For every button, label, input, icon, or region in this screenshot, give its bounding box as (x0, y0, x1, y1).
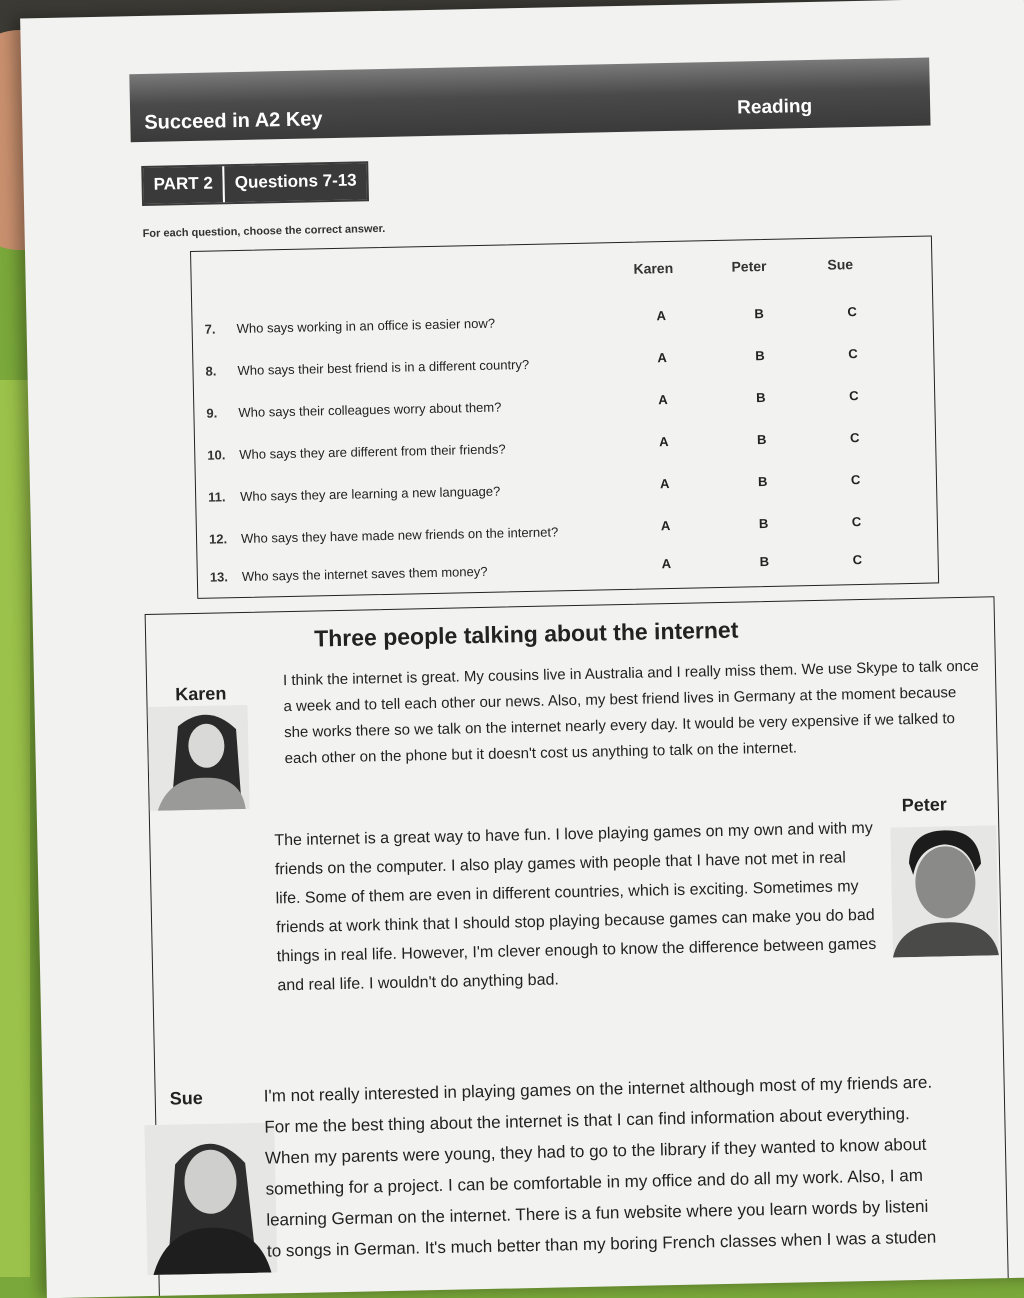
option-b[interactable]: B (754, 306, 764, 322)
question-text: Who says their best friend is in a different country? (237, 356, 530, 379)
column-header-sue: Sue (827, 256, 854, 273)
option-b[interactable]: B (758, 515, 769, 532)
sue-name: Sue (169, 1087, 203, 1109)
option-a[interactable]: A (658, 434, 669, 450)
option-a[interactable]: A (657, 350, 667, 366)
sue-text-line: something for a project. I can be comfortable in my office and do all my work. Also, I am (265, 1165, 924, 1199)
sue-text-line: When my parents were young, they had to go to the library if they wanted to know about (264, 1134, 927, 1168)
question-text: Who says they are learning a new language? (240, 483, 501, 505)
peter-photo (890, 825, 999, 957)
question-number: 12. (208, 531, 228, 547)
sue-text (263, 1064, 1024, 1267)
question-number: 11. (208, 489, 226, 505)
option-c[interactable]: C (851, 514, 862, 530)
option-c[interactable]: C (852, 552, 863, 568)
option-a[interactable]: A (656, 308, 667, 324)
question-number: 10. (207, 447, 226, 463)
question-table (190, 235, 939, 598)
part-heading (141, 161, 369, 206)
option-a[interactable]: A (661, 556, 672, 572)
question-range: Questions 7-13 (222, 163, 367, 202)
peter-name: Peter (901, 794, 948, 816)
option-c[interactable]: C (848, 346, 858, 362)
option-b[interactable]: B (757, 473, 768, 490)
reading-text-box (145, 596, 1010, 1298)
option-c[interactable]: C (849, 430, 860, 446)
sue-text-line: For me the best thing about the internet is that I can find information about everything. (264, 1104, 910, 1137)
worksheet-page (20, 0, 1024, 1298)
option-a[interactable]: A (660, 518, 671, 534)
question-number: 7. (204, 321, 216, 337)
question-number: 8. (205, 363, 217, 379)
column-header-karen: Karen (633, 259, 674, 277)
karen-photo (148, 705, 250, 811)
instruction-text: For each question, choose the correct answer. (142, 222, 386, 240)
sue-text-line: I'm not really interested in playing games on the internet although most of my friends are. (263, 1072, 933, 1106)
question-text: Who says the internet saves them money? (241, 563, 488, 584)
option-b[interactable]: B (755, 347, 765, 364)
background-green (0, 380, 30, 1277)
part-label: PART 2 (143, 166, 223, 204)
sue-photo (144, 1122, 277, 1275)
option-c[interactable]: C (847, 304, 857, 320)
question-text: Who says they are different from their friends? (239, 441, 506, 463)
header-band (129, 57, 930, 142)
article-title: Three people talking about the internet (313, 616, 739, 652)
question-number: 9. (206, 405, 218, 421)
peter-text: The internet is a great way to have fun. I love playing games on my own and with my friends on the computer. I also play games with people that I have not met in real life. Some of them are even in different countries, which is exciting. Sometimes my friends at work think that I should stop playing because games can make you do bad things in real life. However, I'm clever enough to know the difference between games and real life. I wouldn't do anything bad. (274, 819, 877, 995)
question-number: 13. (209, 569, 229, 585)
question-text: Who says they have made new friends on the internet? (240, 524, 559, 546)
option-c[interactable]: C (849, 388, 859, 404)
sue-text-line: learning German on the internet. There is a fun website where you learn words by listeni (266, 1196, 929, 1230)
option-b[interactable]: B (756, 431, 767, 448)
option-c[interactable]: C (850, 472, 861, 488)
section-label: Reading (736, 95, 813, 119)
option-a[interactable]: A (658, 392, 668, 408)
column-header-peter: Peter (731, 257, 767, 275)
question-text: Who says working in an office is easier now? (236, 315, 496, 337)
option-b[interactable]: B (756, 389, 766, 406)
option-a[interactable]: A (659, 476, 670, 492)
karen-name: Karen (175, 683, 227, 705)
sue-text-line: to songs in German. It's much better than my boring French classes when I was a studen (266, 1227, 937, 1261)
option-b[interactable]: B (759, 553, 770, 570)
question-text: Who says their colleagues worry about them? (238, 399, 502, 421)
karen-text: I think the internet is great. My cousins live in Australia and I really miss them. We use Skype to talk once a week and to tell each other our news. Also, my best friend lives in Germany at the moment because she works there so we talk on the internet nearly every day. It would be very expensive if we talked to each other on the phone but it doesn't cost us anything to talk on the internet. (282, 657, 979, 768)
book-title: Succeed in A2 Key (144, 108, 323, 134)
